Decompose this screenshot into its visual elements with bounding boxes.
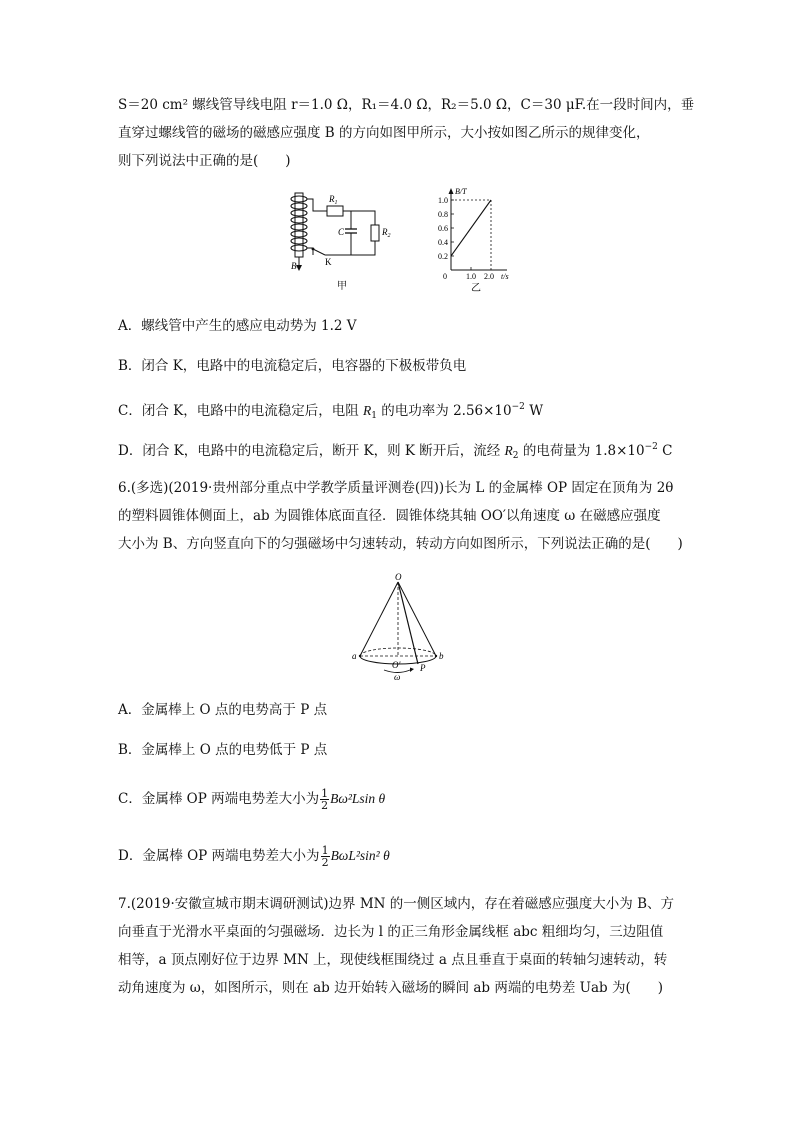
label-O-prime: O′: [392, 660, 401, 670]
caption-yi: 乙: [471, 283, 481, 294]
q7-stem-line2: 向垂直于光滑水平桌面的匀强磁场．边长为 l 的正三角形金属线框 abc 粗细均匀，三边阻值: [118, 924, 664, 940]
x-axis-label: t/s: [501, 272, 509, 281]
ytick-0.6: 0.6: [438, 224, 448, 233]
label-b: b: [439, 651, 444, 661]
q6-option-a: A．金属棒上 O 点的电势高于 P 点: [118, 702, 328, 718]
label-R2: $R_2$: [382, 227, 391, 239]
ytick-0.2: 0.2: [438, 252, 448, 261]
q5-stem-line1: S＝20 cm² 螺线管导线电阻 r＝1.0 Ω，R₁＝4.0 Ω，R₂＝5.0 Ω，C＝30 μF.在一段时间内，垂: [118, 97, 695, 113]
q7-stem-line4: 动角速度为 ω，如图所示，则在 ab 边开始转入磁场的瞬间 ab 两端的电势差 Uab 为( ): [118, 980, 664, 996]
xtick-0: 0: [443, 272, 447, 281]
label-a: a: [352, 651, 357, 661]
q5-option-d: D．闭合 K，电路中的电流稳定后，断开 K，则 K 断开后，流经 $R_2$ 的电荷量为 $1.8\times 10^{-2}$ C: [118, 442, 673, 461]
figure-cone: [346, 572, 450, 682]
q6-stem-line1: 6.(多选)(2019·贵州部分重点中学教学质量评测卷(四))长为 L 的金属棒 OP 固定在顶角为 2θ: [118, 480, 674, 496]
caption-jia: 甲: [337, 281, 347, 292]
q7-stem-line3: 相等，a 顶点刚好位于边界 MN 上，现使线框围绕过 a 点且垂直于桌面的转轴匀速转动，转: [118, 952, 668, 968]
q5-option-c: C．闭合 K，电路中的电流稳定后，电阻 $R_1$ 的电功率为 $2.56\times 10^{-2}$ W: [118, 402, 544, 421]
q5-option-a: A．螺线管中产生的感应电动势为 1.2 V: [118, 318, 357, 334]
xtick-1.0: 1.0: [466, 272, 476, 281]
q6-stem-line3: 大小为 B、方向竖直向下的匀强磁场中匀速转动，转动方向如图所示，下列说法正确的是( ): [118, 536, 683, 552]
label-K: K: [325, 257, 332, 267]
y-axis-label: B/T: [455, 187, 467, 196]
label-omega: ω: [394, 672, 401, 682]
ytick-0.8: 0.8: [438, 210, 448, 219]
ytick-1.0: 1.0: [438, 196, 448, 205]
label-P: P: [420, 663, 426, 673]
ytick-0.4: 0.4: [438, 238, 448, 247]
fraction-half: $\frac{1}{2}$: [321, 787, 329, 812]
label-B: B: [291, 261, 297, 271]
figure-yi-graph: [425, 185, 525, 295]
label-C: C: [338, 227, 345, 237]
q6-option-c: C．金属棒 OP 两端电势差大小为 $\frac{1}{2}$ Bω²Lsin θ: [118, 787, 386, 812]
label-O: O: [395, 572, 402, 582]
figure-jia-circuit: [285, 185, 400, 295]
q5-stem-line3: 则下列说法中正确的是( ): [118, 153, 291, 169]
q7-stem-line1: 7.(2019·安徽宣城市期末调研测试)边界 MN 的一侧区域内，存在着磁感应强度大小为 B、方: [118, 896, 674, 912]
q5-stem-line2: 直穿过螺线管的磁场的磁感应强度 B 的方向如图甲所示，大小按如图乙所示的规律变化，: [118, 125, 650, 141]
q5-option-b: B．闭合 K，电路中的电流稳定后，电容器的下极板带负电: [118, 358, 467, 374]
label-R1: $R_1$: [329, 194, 338, 206]
q6-stem-line2: 的塑料圆锥体侧面上，ab 为圆锥体底面直径．圆锥体绕其轴 OO′以角速度 ω 在磁感应强度: [118, 508, 661, 524]
q6-option-b: B．金属棒上 O 点的电势低于 P 点: [118, 742, 328, 758]
fraction-half: $\frac{1}{2}$: [321, 844, 329, 869]
xtick-2.0: 2.0: [484, 272, 494, 281]
q6-option-d: D．金属棒 OP 两端电势差大小为 $\frac{1}{2}$ BωL²sin² θ: [118, 844, 390, 869]
